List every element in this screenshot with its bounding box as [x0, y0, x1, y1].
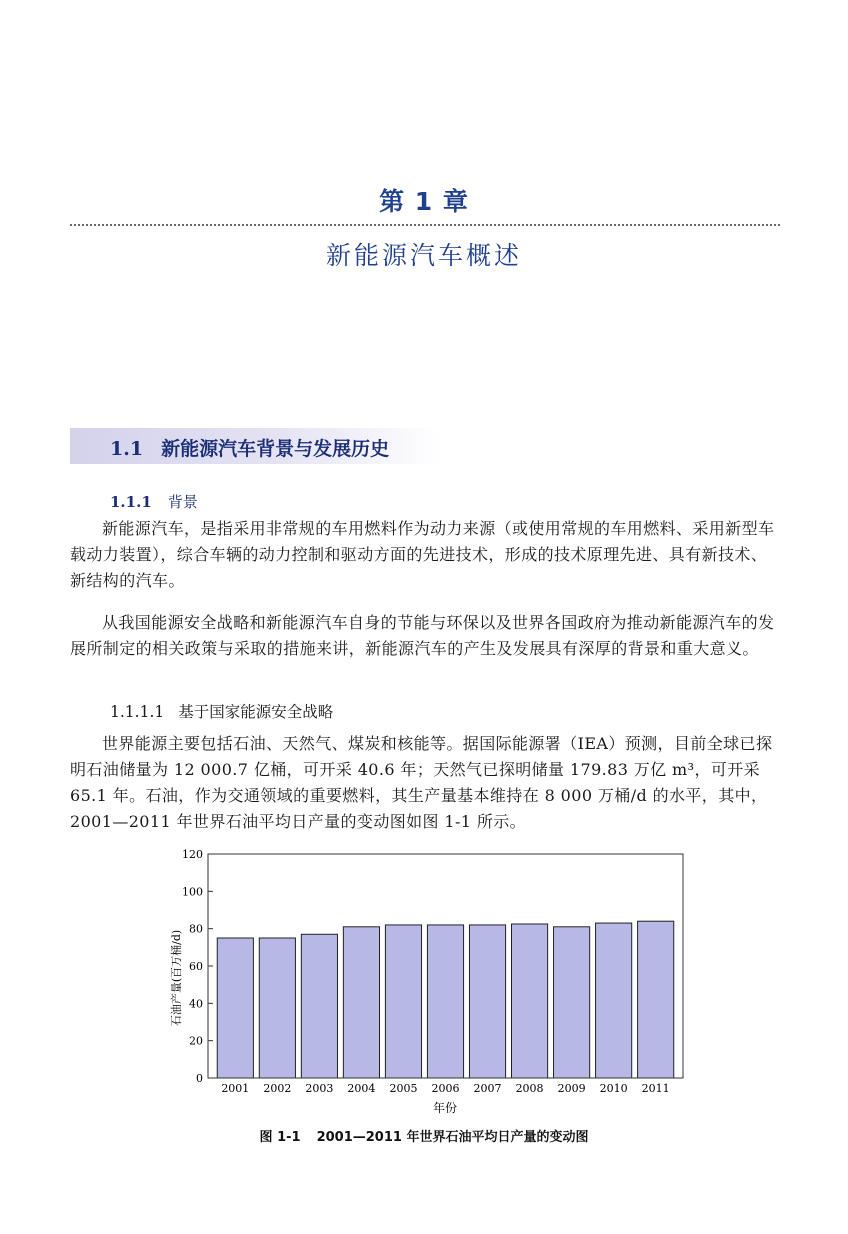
- x-tick-label: 2002: [263, 1082, 292, 1095]
- bar-2006: [427, 925, 463, 1078]
- y-tick-label: 80: [189, 922, 203, 936]
- x-tick-label: 2006: [431, 1082, 460, 1095]
- bar-2007: [469, 925, 505, 1078]
- x-tick-label: 2007: [473, 1082, 502, 1095]
- x-tick-label: 2009: [557, 1082, 586, 1095]
- figure-caption: [0, 1126, 848, 1145]
- bar-2009: [554, 927, 590, 1078]
- paragraph-2: 从我国能源安全战略和新能源汽车自身的节能与环保以及世界各国政府为推动新能源汽车的发展所制定的相关政策与采取的措施来讲，新能源汽车的产生及发展具有深厚的背景和重大意义。: [70, 613, 775, 658]
- chapter-divider: [70, 224, 780, 226]
- y-axis-label: 石油产量(百万桶/d): [170, 929, 183, 1027]
- y-tick-label: 0: [196, 1072, 203, 1085]
- figure-caption-text: 2001—2011 年世界石油平均日产量的变动图: [316, 1130, 589, 1145]
- x-tick-label: 2008: [515, 1082, 544, 1095]
- x-tick-label: 2010: [599, 1082, 628, 1095]
- section-heading: [110, 434, 389, 461]
- bar-2002: [259, 938, 295, 1078]
- bar-2004: [343, 927, 379, 1078]
- chapter-number: 第 1 章: [379, 187, 469, 216]
- y-tick-label: 20: [189, 1034, 203, 1048]
- subsection-number: 1.1.1: [110, 493, 152, 511]
- subsection-title: 背景: [167, 493, 198, 511]
- bar-2005: [385, 925, 421, 1078]
- figure-label: 图 1-1: [259, 1130, 301, 1145]
- x-tick-label: 2005: [389, 1082, 418, 1095]
- x-tick-label: 2011: [641, 1082, 670, 1095]
- chapter-title: 新能源汽车概述: [325, 241, 522, 270]
- y-tick-label: 60: [189, 960, 203, 973]
- bar-2010: [596, 923, 632, 1078]
- subsubsection-heading: [110, 700, 333, 722]
- subsection-heading: [110, 491, 198, 512]
- paragraph-1: 新能源汽车，是指采用非常规的车用燃料作为动力来源（或使用常规的车用燃料、采用新型车载动力装置），综合车辆的动力控制和驱动方面的先进技术，形成的技术原理先进、具有新技术、新结构的汽车。: [70, 519, 775, 590]
- subsubsection-number: 1.1.1.1: [110, 703, 165, 721]
- paragraph-3: 世界能源主要包括石油、天然气、煤炭和核能等。据国际能源署（IEA）预测，目前全球已探明石油储量为 12 000.7 亿桶，可开采 40.6 年；天然气已探明储量 179.83 万亿 m³，可开采 65.1 年。石油，作为交通领域的重要燃料，其生产量基本维持在 8 000 万桶/d 的水平，其中，2001—2011 年世界石油平均日产量的变动图如图 1-1 所示。: [70, 734, 773, 831]
- bar-2003: [301, 934, 337, 1078]
- section-title: 新能源汽车背景与发展历史: [161, 438, 390, 460]
- subsubsection-title: 基于国家能源安全战略: [178, 703, 334, 721]
- y-tick-label: 120: [182, 848, 203, 861]
- y-tick-label: 100: [182, 885, 203, 899]
- bar-2008: [511, 924, 547, 1078]
- x-tick-label: 2004: [347, 1082, 376, 1095]
- x-axis-label: 年份: [432, 1101, 458, 1115]
- bar-2011: [638, 921, 674, 1078]
- x-tick-label: 2003: [305, 1082, 334, 1095]
- section-number: 1.1: [110, 438, 144, 460]
- y-tick-label: 40: [189, 997, 203, 1011]
- oil-production-bar-chart: [150, 844, 695, 1120]
- bar-2001: [217, 938, 253, 1078]
- x-tick-label: 2001: [221, 1082, 250, 1095]
